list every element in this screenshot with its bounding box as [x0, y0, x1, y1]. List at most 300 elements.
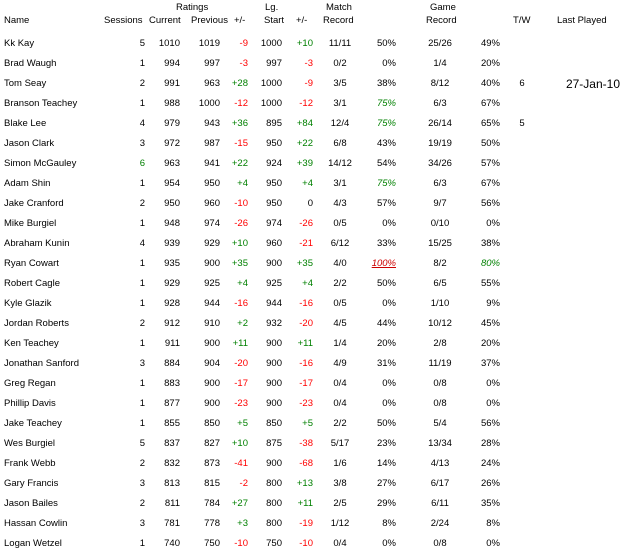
cell-start: 750: [266, 538, 282, 549]
cell-start: 900: [266, 398, 282, 409]
cell-name: Logan Wetzel: [4, 538, 62, 549]
cell-game: 8/2: [433, 258, 447, 269]
cell-game-pct: 65%: [480, 118, 500, 129]
cell-match-pct: 0%: [382, 298, 396, 309]
cell-match-pct: 50%: [376, 278, 396, 289]
cell-match-pct: 75%: [376, 118, 396, 129]
cell-match: 0/4: [333, 378, 347, 389]
cell-game: 1/10: [430, 298, 450, 309]
cell-pm2: +4: [302, 178, 313, 189]
cell-previous: 1019: [198, 38, 220, 49]
cell-previous: 925: [204, 278, 220, 289]
table-row: [0, 174, 622, 194]
cell-last-played: 27-Jan-10: [565, 77, 620, 91]
table-row: [0, 474, 622, 494]
cell-match-pct: 75%: [376, 178, 396, 189]
cell-game: 0/10: [430, 218, 450, 229]
cell-pm2: -38: [299, 438, 313, 449]
cell-current: 837: [164, 438, 180, 449]
cell-sessions: 1: [139, 98, 145, 109]
cell-previous: 778: [204, 518, 220, 529]
cell-game: 15/25: [428, 238, 452, 249]
cell-pm1: -3: [239, 58, 248, 69]
table-row: [0, 394, 622, 414]
cell-pm2: 0: [307, 198, 313, 209]
cell-pm1: -17: [234, 378, 248, 389]
cell-sessions: 3: [139, 478, 145, 489]
cell-start: 900: [266, 458, 282, 469]
cell-match-pct: 43%: [376, 138, 396, 149]
cell-pm2: -9: [304, 78, 313, 89]
cell-current: 929: [164, 278, 180, 289]
cell-pm2: -17: [299, 378, 313, 389]
header-ratings: Ratings: [176, 2, 209, 13]
cell-current: 883: [164, 378, 180, 389]
cell-pm1: +10: [231, 438, 248, 449]
cell-previous: 941: [204, 158, 220, 169]
cell-current: 811: [164, 498, 180, 509]
cell-sessions: 1: [139, 398, 145, 409]
cell-game: 0/8: [433, 538, 447, 549]
cell-previous: 815: [204, 478, 220, 489]
cell-pm2: +10: [296, 38, 313, 49]
cell-match: 2/2: [333, 418, 347, 429]
table-row: [0, 214, 622, 234]
cell-match: 5/17: [330, 438, 350, 449]
cell-pm2: +4: [302, 278, 313, 289]
cell-name: Frank Webb: [4, 458, 56, 469]
cell-previous: 900: [204, 378, 220, 389]
table-row: [0, 374, 622, 394]
cell-sessions: 1: [139, 178, 145, 189]
cell-sessions: 2: [139, 198, 145, 209]
cell-game: 6/11: [431, 498, 449, 509]
header-tw: T/W: [513, 15, 531, 26]
table-row: [0, 494, 622, 514]
cell-game: 6/5: [433, 278, 447, 289]
cell-game-pct: 9%: [486, 298, 500, 309]
cell-pm1: -12: [234, 98, 248, 109]
cell-game: 2/24: [430, 518, 450, 529]
cell-game: 2/8: [433, 338, 447, 349]
cell-game-pct: 0%: [486, 378, 500, 389]
cell-game: 5/4: [433, 418, 447, 429]
cell-game: 13/34: [428, 438, 452, 449]
cell-match-pct: 14%: [376, 458, 396, 469]
cell-pm1: +4: [237, 178, 248, 189]
table-row: [0, 314, 622, 334]
cell-game: 1/4: [433, 58, 447, 69]
cell-match: 0/5: [333, 218, 347, 229]
cell-previous: 963: [204, 78, 220, 89]
cell-pm2: +13: [296, 478, 313, 489]
cell-match: 6/8: [333, 138, 347, 149]
cell-sessions: 4: [139, 118, 145, 129]
table-row: [0, 534, 622, 554]
header-match: Match: [326, 2, 352, 13]
cell-match-pct: 23%: [376, 438, 396, 449]
cell-name: Jordan Roberts: [4, 318, 69, 329]
cell-name: Greg Regan: [4, 378, 56, 389]
cell-pm1: -41: [234, 458, 248, 469]
cell-match: 1/12: [330, 518, 350, 529]
cell-name: Brad Waugh: [4, 58, 57, 69]
cell-previous: 950: [204, 178, 220, 189]
cell-start: 800: [266, 518, 282, 529]
cell-match: 11/11: [328, 38, 352, 49]
cell-start: 800: [266, 478, 282, 489]
cell-pm2: +35: [296, 258, 313, 269]
cell-game: 9/7: [433, 198, 447, 209]
cell-pm2: +11: [297, 498, 313, 509]
cell-match-pct: 8%: [382, 518, 396, 529]
cell-game-pct: 37%: [480, 358, 500, 369]
cell-game-pct: 20%: [480, 58, 500, 69]
header-previous: Previous: [191, 15, 228, 26]
cell-match: 0/4: [333, 538, 347, 549]
cell-game: 6/3: [433, 178, 447, 189]
table-row: [0, 194, 622, 214]
cell-pm1: +3: [237, 518, 248, 529]
cell-pm1: +11: [232, 338, 248, 349]
cell-match: 4/5: [333, 318, 347, 329]
cell-match-pct: 0%: [382, 398, 396, 409]
cell-game: 8/12: [430, 78, 450, 89]
cell-sessions: 2: [139, 318, 145, 329]
cell-current: 884: [164, 358, 180, 369]
table-row: [0, 294, 622, 314]
cell-name: Simon McGauley: [4, 158, 77, 169]
cell-pm2: -26: [299, 218, 313, 229]
cell-game-pct: 20%: [480, 338, 500, 349]
header-sessions: Sessions: [104, 15, 143, 26]
cell-previous: 900: [204, 338, 220, 349]
cell-game-pct: 45%: [480, 318, 500, 329]
cell-name: Ryan Cowart: [4, 258, 59, 269]
table-row: [0, 94, 622, 114]
cell-current: 935: [164, 258, 180, 269]
cell-current: 740: [164, 538, 180, 549]
cell-game: 26/14: [428, 118, 452, 129]
cell-name: Jason Bailes: [4, 498, 58, 509]
cell-sessions: 2: [139, 498, 145, 509]
table-row: [0, 54, 622, 74]
cell-pm1: -2: [239, 478, 248, 489]
cell-name: Kk Kay: [4, 38, 35, 49]
cell-current: 994: [164, 58, 180, 69]
table-row: [0, 114, 622, 134]
cell-name: Wes Burgiel: [4, 438, 56, 449]
cell-current: 939: [164, 238, 180, 249]
cell-previous: 943: [204, 118, 220, 129]
table-row: [0, 154, 622, 174]
cell-pm2: -68: [299, 458, 313, 469]
cell-pm2: -20: [299, 318, 313, 329]
cell-start: 1000: [260, 38, 282, 49]
cell-game-pct: 80%: [480, 258, 500, 269]
cell-match: 4/9: [333, 358, 347, 369]
cell-match-pct: 29%: [376, 498, 396, 509]
cell-name: Ken Teachey: [4, 338, 59, 349]
cell-pm2: -16: [299, 358, 313, 369]
cell-game-pct: 56%: [480, 198, 500, 209]
cell-game-pct: 0%: [486, 538, 500, 549]
cell-game-pct: 50%: [480, 138, 500, 149]
table-row: [0, 254, 622, 274]
cell-sessions: 1: [139, 218, 145, 229]
cell-previous: 784: [204, 498, 220, 509]
cell-start: 900: [266, 358, 282, 369]
cell-tw: 5: [519, 118, 525, 129]
cell-pm1: +27: [231, 498, 248, 509]
cell-sessions: 1: [139, 258, 145, 269]
cell-pm2: +5: [302, 418, 313, 429]
cell-match: 2/2: [333, 278, 347, 289]
cell-pm1: +4: [237, 278, 248, 289]
table-row: [0, 434, 622, 454]
cell-name: Gary Francis: [4, 478, 59, 489]
cell-name: Hassan Cowlin: [4, 518, 68, 529]
cell-current: 813: [164, 478, 180, 489]
cell-pm1: -20: [234, 358, 248, 369]
cell-sessions: 2: [139, 78, 145, 89]
cell-current: 979: [164, 118, 180, 129]
cell-pm1: -26: [234, 218, 248, 229]
cell-previous: 997: [204, 58, 220, 69]
cell-match-pct: 0%: [382, 58, 396, 69]
cell-match: 2/5: [333, 498, 347, 509]
cell-start: 1000: [260, 98, 282, 109]
cell-current: 954: [164, 178, 180, 189]
cell-start: 895: [266, 118, 282, 129]
cell-match: 1/6: [333, 458, 347, 469]
cell-game: 34/26: [428, 158, 452, 169]
table-row: [0, 274, 622, 294]
cell-match-pct: 27%: [376, 478, 396, 489]
header-plusminus-2: +/-: [296, 15, 308, 26]
cell-start: 950: [266, 178, 282, 189]
cell-start: 950: [266, 138, 282, 149]
cell-pm1: -10: [234, 538, 248, 549]
cell-game-pct: 57%: [480, 158, 500, 169]
cell-sessions: 1: [139, 418, 145, 429]
cell-sessions: 5: [139, 38, 145, 49]
cell-pm2: -10: [299, 538, 313, 549]
cell-pm2: -3: [304, 58, 313, 69]
cell-current: 948: [164, 218, 180, 229]
cell-match: 3/1: [333, 178, 347, 189]
cell-name: Jonathan Sanford: [4, 358, 80, 369]
cell-name: Kyle Glazik: [4, 298, 52, 309]
cell-pm2: +39: [296, 158, 313, 169]
cell-sessions: 3: [139, 358, 145, 369]
cell-game: 10/12: [428, 318, 452, 329]
cell-start: 974: [266, 218, 282, 229]
cell-match-pct: 38%: [376, 78, 396, 89]
cell-sessions: 1: [139, 278, 145, 289]
table-row: [0, 454, 622, 474]
table-row: [0, 234, 622, 254]
cell-game: 11/19: [428, 358, 452, 369]
cell-current: 950: [164, 198, 180, 209]
cell-match: 0/2: [333, 58, 347, 69]
cell-previous: 1000: [198, 98, 220, 109]
cell-match-pct: 44%: [376, 318, 396, 329]
cell-game-pct: 55%: [480, 278, 500, 289]
cell-game: 6/3: [433, 98, 447, 109]
cell-game-pct: 8%: [486, 518, 500, 529]
cell-start: 932: [266, 318, 282, 329]
cell-game-pct: 49%: [480, 38, 500, 49]
cell-match: 3/1: [333, 98, 347, 109]
cell-pm1: +2: [237, 318, 248, 329]
cell-start: 925: [266, 278, 282, 289]
cell-sessions: 1: [139, 378, 145, 389]
cell-game-pct: 67%: [480, 178, 500, 189]
cell-current: 988: [164, 98, 180, 109]
cell-current: 855: [164, 418, 180, 429]
cell-previous: 910: [204, 318, 220, 329]
cell-current: 912: [164, 318, 180, 329]
header-game: Game: [430, 2, 456, 13]
header-match-record: Record: [323, 15, 354, 26]
cell-match-pct: 57%: [376, 198, 396, 209]
cell-game: 0/8: [433, 378, 447, 389]
cell-previous: 929: [204, 238, 220, 249]
cell-name: Blake Lee: [4, 118, 47, 129]
cell-pm2: -16: [299, 298, 313, 309]
header-name: Name: [4, 15, 30, 26]
cell-game: 19/19: [428, 138, 452, 149]
cell-tw: 6: [519, 78, 525, 89]
cell-name: Tom Seay: [4, 78, 47, 89]
header-game-record: Record: [426, 15, 457, 26]
cell-sessions: 1: [139, 58, 145, 69]
cell-game-pct: 26%: [480, 478, 500, 489]
cell-sessions: 6: [139, 158, 145, 169]
cell-name: Mike Burgiel: [4, 218, 57, 229]
cell-sessions: 2: [139, 458, 145, 469]
cell-game-pct: 0%: [486, 218, 500, 229]
cell-sessions: 3: [139, 138, 145, 149]
cell-previous: 827: [204, 438, 220, 449]
cell-start: 900: [266, 258, 282, 269]
cell-previous: 850: [204, 418, 220, 429]
table-row: [0, 74, 622, 94]
cell-previous: 873: [204, 458, 220, 469]
cell-name: Jason Clark: [4, 138, 55, 149]
cell-start: 997: [266, 58, 282, 69]
cell-match-pct: 31%: [376, 358, 396, 369]
cell-match: 6/12: [330, 238, 350, 249]
cell-current: 781: [164, 518, 180, 529]
cell-sessions: 1: [139, 338, 145, 349]
cell-game: 25/26: [428, 38, 452, 49]
table-row: [0, 134, 622, 154]
cell-sessions: 4: [139, 238, 145, 249]
cell-pm2: +11: [297, 338, 313, 349]
cell-start: 924: [266, 158, 282, 169]
cell-name: Jake Cranford: [4, 198, 64, 209]
cell-current: 972: [164, 138, 180, 149]
cell-current: 832: [164, 458, 180, 469]
cell-start: 950: [266, 198, 282, 209]
cell-match: 4/0: [333, 258, 347, 269]
cell-match-pct: 0%: [382, 218, 396, 229]
cell-current: 877: [164, 398, 180, 409]
cell-current: 911: [164, 338, 180, 349]
cell-pm2: -21: [299, 238, 313, 249]
cell-start: 875: [266, 438, 282, 449]
cell-previous: 960: [204, 198, 220, 209]
cell-match: 4/3: [333, 198, 347, 209]
cell-game-pct: 67%: [480, 98, 500, 109]
cell-pm2: -23: [299, 398, 313, 409]
table-row: [0, 354, 622, 374]
header-start: Start: [264, 15, 285, 26]
cell-current: 963: [164, 158, 180, 169]
cell-game: 0/8: [433, 398, 447, 409]
cell-game-pct: 24%: [480, 458, 500, 469]
cell-match: 0/4: [333, 398, 347, 409]
cell-match-pct: 33%: [376, 238, 396, 249]
cell-name: Abraham Kunin: [4, 238, 70, 249]
cell-previous: 900: [204, 398, 220, 409]
cell-match-pct: 75%: [376, 98, 396, 109]
cell-pm1: +28: [231, 78, 248, 89]
cell-previous: 974: [204, 218, 220, 229]
cell-pm1: -23: [234, 398, 248, 409]
header-last-played: Last Played: [557, 15, 607, 26]
cell-sessions: 5: [139, 438, 145, 449]
cell-pm1: -16: [234, 298, 248, 309]
cell-start: 800: [266, 498, 282, 509]
cell-game-pct: 56%: [480, 418, 500, 429]
cell-match: 14/12: [328, 158, 352, 169]
cell-start: 960: [266, 238, 282, 249]
cell-match: 1/4: [333, 338, 347, 349]
cell-pm1: +22: [231, 158, 248, 169]
cell-current: 928: [164, 298, 180, 309]
cell-start: 900: [266, 338, 282, 349]
cell-previous: 904: [204, 358, 220, 369]
cell-match: 12/4: [330, 118, 350, 129]
cell-match: 3/5: [333, 78, 347, 89]
cell-pm1: +35: [231, 258, 248, 269]
cell-game-pct: 38%: [480, 238, 500, 249]
cell-pm2: +22: [296, 138, 313, 149]
table-row: [0, 514, 622, 534]
cell-name: Branson Teachey: [4, 98, 78, 109]
header-lg: Lg.: [265, 2, 279, 13]
cell-pm2: -12: [299, 98, 313, 109]
cell-game: 4/13: [430, 458, 450, 469]
cell-current: 1010: [158, 38, 180, 49]
cell-current: 991: [164, 78, 180, 89]
cell-name: Phillip Davis: [4, 398, 56, 409]
cell-start: 944: [266, 298, 282, 309]
cell-game-pct: 28%: [480, 438, 500, 449]
cell-match-pct: 0%: [382, 378, 396, 389]
cell-match: 3/8: [333, 478, 347, 489]
header-current: Current: [149, 15, 181, 26]
cell-pm2: +84: [296, 118, 313, 129]
cell-pm1: -10: [234, 198, 248, 209]
table-row: [0, 414, 622, 434]
cell-game-pct: 35%: [480, 498, 500, 509]
cell-pm1: +5: [237, 418, 248, 429]
cell-sessions: 1: [139, 538, 145, 549]
